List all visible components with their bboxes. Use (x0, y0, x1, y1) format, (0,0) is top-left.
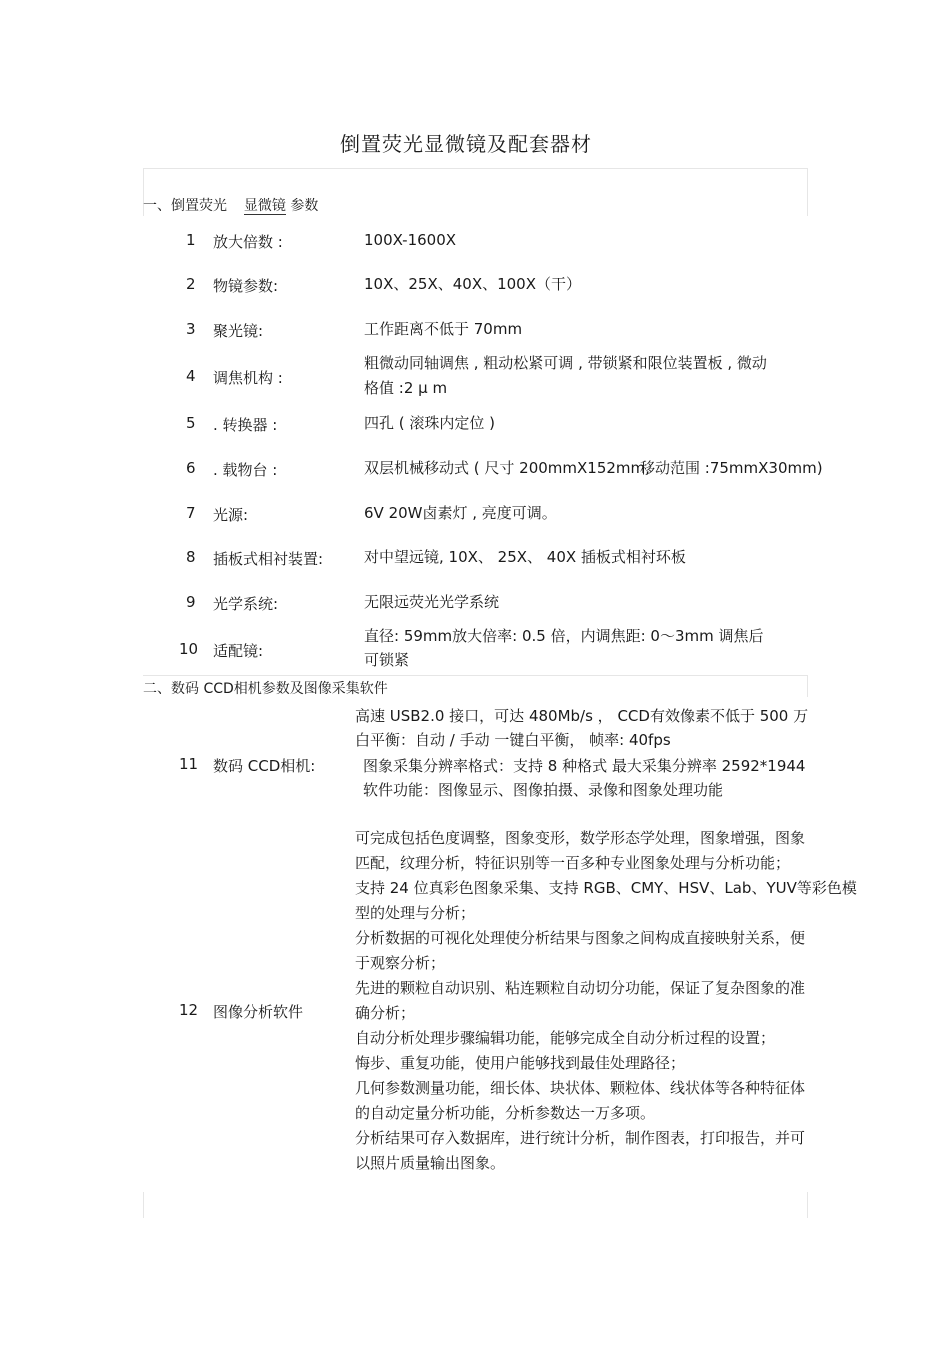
page-title: 倒置荧光显微镜及配套器材 (340, 132, 592, 156)
row-number: 1 (186, 231, 196, 249)
row-value-line: 匹配，纹理分析，特征识别等一百多种专业图象处理与分析功能； (355, 854, 791, 872)
row-label: . 转换器 : (213, 416, 278, 434)
row-label: 图像分析软件 (213, 1003, 304, 1021)
row-number: 8 (186, 548, 196, 566)
section-heading-1 (143, 195, 318, 215)
frame-mid-rule (143, 675, 808, 676)
row-label: 数码 CCD相机: (213, 757, 316, 775)
row-label: 聚光镜: (213, 322, 264, 340)
row-value: 对中望远镜, 10X、 25X、 40X 插板式相衬环板 (364, 548, 686, 566)
row-value: 双层机械移动式 ( 尺寸 200mmX152mm, (364, 459, 650, 477)
frame-left-rule-bottom (143, 1192, 144, 1218)
row-value-line: 型的处理与分析； (355, 904, 476, 922)
row-label: 放大倍数 : (213, 233, 283, 251)
row-value-line: 悔步、重复功能，使用户能够找到最佳处理路径； (355, 1054, 686, 1072)
row-value: 工作距离不低于 70mm (364, 320, 523, 338)
row-value: 无限远荧光光学系统 (364, 593, 500, 611)
row-label: 插板式相衬装置: (213, 550, 324, 568)
row-value-line: 格值 :2 μ m (364, 379, 448, 397)
row-value-line: 自动分析处理步骤编辑功能，能够完成全自动分析过程的设置； (355, 1029, 776, 1047)
row-number: 9 (186, 593, 196, 611)
row-value-line: 白平衡：自动 / 手动 一键白平衡， 帧率: 40fps (355, 731, 671, 749)
row-label: 光学系统: (213, 595, 279, 613)
row-label: 调焦机构 : (213, 369, 283, 387)
row-value-line: 分析数据的可视化处理使分析结果与图象之间构成直接映射关系，便 (355, 929, 806, 947)
row-number: 7 (186, 504, 196, 522)
row-value-line: 粗微动同轴调焦 , 粗动松紧可调 , 带锁紧和限位装置板 , 微动 (364, 354, 767, 372)
row-value-line: 软件功能：图像显示、图像拍摄、录像和图象处理功能 (363, 781, 724, 799)
section-1-prefix: 一、倒置荧光 (143, 198, 227, 214)
row-label: . 载物台 : (213, 461, 278, 479)
row-value-line: 支持 24 位真彩色图象采集、支持 RGB、CMY、HSV、Lab、YUV等彩色模 (355, 879, 857, 897)
frame-right-rule-bottom (807, 1192, 808, 1218)
row-number: 6 (186, 459, 196, 477)
row-value-line: 图象采集分辨率格式：支持 8 种格式 最大采集分辨率 2592*1944 (363, 757, 806, 775)
row-number: 5 (186, 414, 196, 432)
row-label: 适配镜: (213, 642, 264, 660)
row-value-line: 以照片质量输出图象。 (355, 1154, 506, 1172)
row-number: 3 (186, 320, 196, 338)
section-heading-2: 二、数码 CCD相机参数及图像采集软件 (143, 681, 388, 697)
row-value: 四孔 ( 滚珠内定位 ) (364, 414, 496, 432)
row-value-line: 于观察分析； (355, 954, 446, 972)
frame-top-rule (143, 168, 808, 169)
row-number: 2 (186, 275, 196, 293)
row-number: 12 (179, 1001, 199, 1019)
row-value-line: 确分析； (355, 1004, 416, 1022)
row-value-line: 几何参数测量功能，细长体、块状体、颗粒体、线状体等各种特征体 (355, 1079, 806, 1097)
row-value: 6V 20W卤素灯 , 亮度可调。 (364, 504, 557, 522)
frame-right-rule-top (807, 168, 808, 216)
row-value: 10X、25X、40X、100X（干） (364, 275, 581, 293)
row-value-extra: 移动范围 :75mmX30mm) (640, 459, 823, 477)
row-number: 11 (179, 755, 199, 773)
row-number: 10 (179, 640, 199, 658)
row-value-line: 分析结果可存入数据库，进行统计分析，制作图表，打印报告，并可 (355, 1129, 806, 1147)
row-value-line: 高速 USB2.0 接口，可达 480Mb/s ， CCD有效像素不低于 500 万 (355, 707, 809, 725)
row-value-line: 可完成包括色度调整，图象变形，数学形态学处理，图象增强，图象 (355, 829, 806, 847)
row-value-line: 的自动定量分析功能，分析参数达一万多项。 (355, 1104, 656, 1122)
row-number: 4 (186, 367, 196, 385)
row-value: 100X-1600X (364, 231, 457, 249)
row-value-line: 先进的颗粒自动识别、粘连颗粒自动切分功能，保证了复杂图象的准 (355, 979, 806, 997)
frame-right-rule-mid (807, 675, 808, 697)
row-value-line: 直径: 59mm放大倍率: 0.5 倍，内调焦距: 0～3mm 调焦后 (364, 627, 764, 645)
row-value-line: 可锁紧 (364, 651, 410, 669)
row-label: 物镜参数: (213, 277, 279, 295)
row-label: 光源: (213, 506, 249, 524)
section-1-suffix: 参数 (290, 198, 319, 214)
section-1-underlined: 显微镜 (243, 198, 286, 214)
